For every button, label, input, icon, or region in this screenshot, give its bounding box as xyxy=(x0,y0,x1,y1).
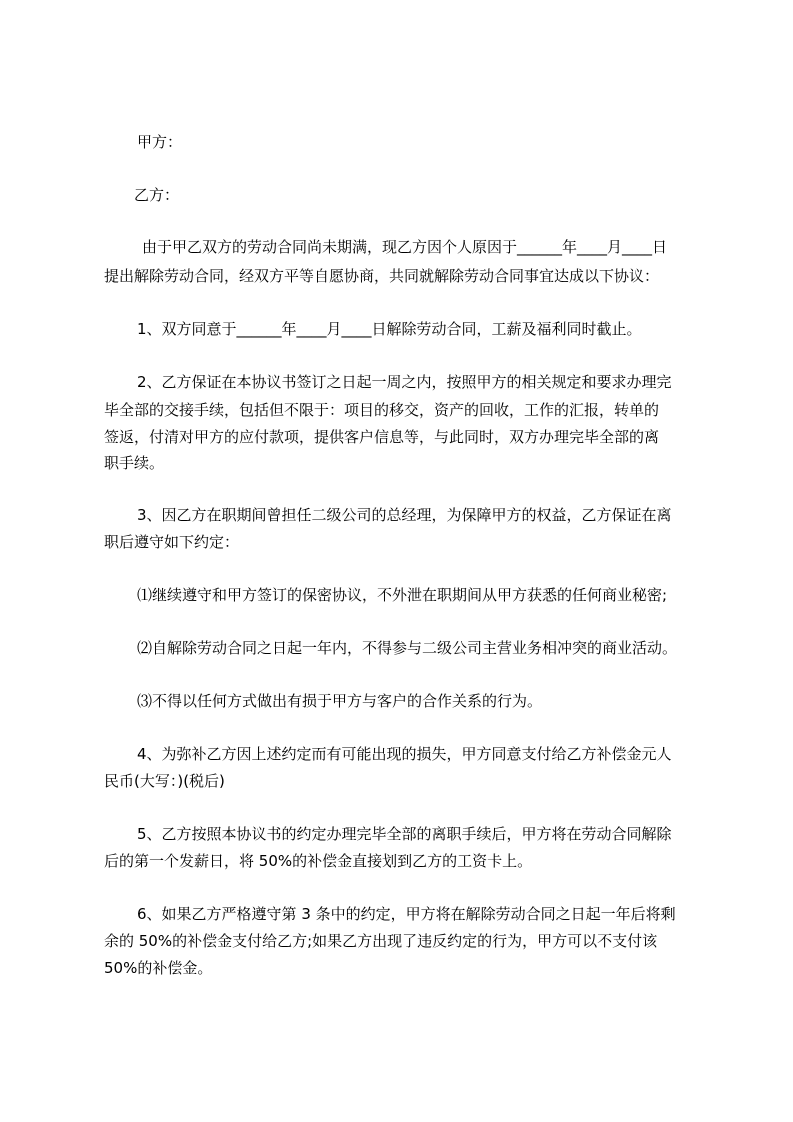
clause-3-line-2: 职后遵守如下约定： xyxy=(104,533,240,551)
clause-6-line-1: 6、如果乙方严格遵守第 3 条中的约定，甲方将在解除劳动合同之日起一年后将剩 xyxy=(137,905,676,923)
clause-6-line-2: 余的 50%的补偿金支付给乙方;如果乙方出现了违反约定的行为，甲方可以不支付该 xyxy=(104,932,658,950)
clause-2-line-2: 毕全部的交接手续，包括但不限于：项目的移交，资产的回收，工作的汇报，转单的 xyxy=(104,401,660,419)
clause-6-line-3: 50%的补偿金。 xyxy=(104,959,213,977)
clause-4-line-2: 民币(大写：)(税后) xyxy=(104,772,225,790)
clause-5-line-2: 后的第一个发薪日，将 50%的补偿金直接划到乙方的工资卡上。 xyxy=(104,852,533,870)
intro-line-2: 提出解除劳动合同，经双方平等自愿协商，共同就解除劳动合同事宜达成以下协议： xyxy=(104,267,660,285)
clause-3-line-1: 3、因乙方在职期间曾担任二级公司的总经理，为保障甲方的权益，乙方保证在离 xyxy=(137,506,672,524)
clause-5-line-1: 5、乙方按照本协议书的约定办理完毕全部的离职手续后，甲方将在劳动合同解除 xyxy=(137,825,672,843)
party-a-label: 甲方： xyxy=(137,133,183,151)
clause-2-line-1: 2、乙方保证在本协议书签订之日起一周之内，按照甲方的相关规定和要求办理完 xyxy=(137,373,672,391)
clause-2-line-3: 签返，付清对甲方的应付款项，提供客户信息等，与此同时，双方办理完毕全部的离 xyxy=(104,428,660,446)
clause-3-item-1: ⑴继续遵守和甲方签订的保密协议，不外泄在职期间从甲方获悉的任何商业秘密; xyxy=(137,586,668,604)
clause-3-item-3: ⑶不得以任何方式做出有损于甲方与客户的合作关系的行为。 xyxy=(137,692,543,710)
clause-2-line-4: 职手续。 xyxy=(104,454,165,472)
clause-4-line-1: 4、为弥补乙方因上述约定而有可能出现的损失，甲方同意支付给乙方补偿金元人 xyxy=(137,745,672,763)
party-b-label: 乙方： xyxy=(134,186,180,204)
clause-3-item-2: ⑵自解除劳动合同之日起一年内，不得参与二级公司主营业务相冲突的商业活动。 xyxy=(137,639,678,657)
clause-1-line-1: 1、双方同意于______年____月____日解除劳动合同，工薪及福利同时截止。 xyxy=(137,320,642,338)
intro-line-1: 由于甲乙双方的劳动合同尚未期满，现乙方因个人原因于______年____月____日 xyxy=(142,238,668,256)
